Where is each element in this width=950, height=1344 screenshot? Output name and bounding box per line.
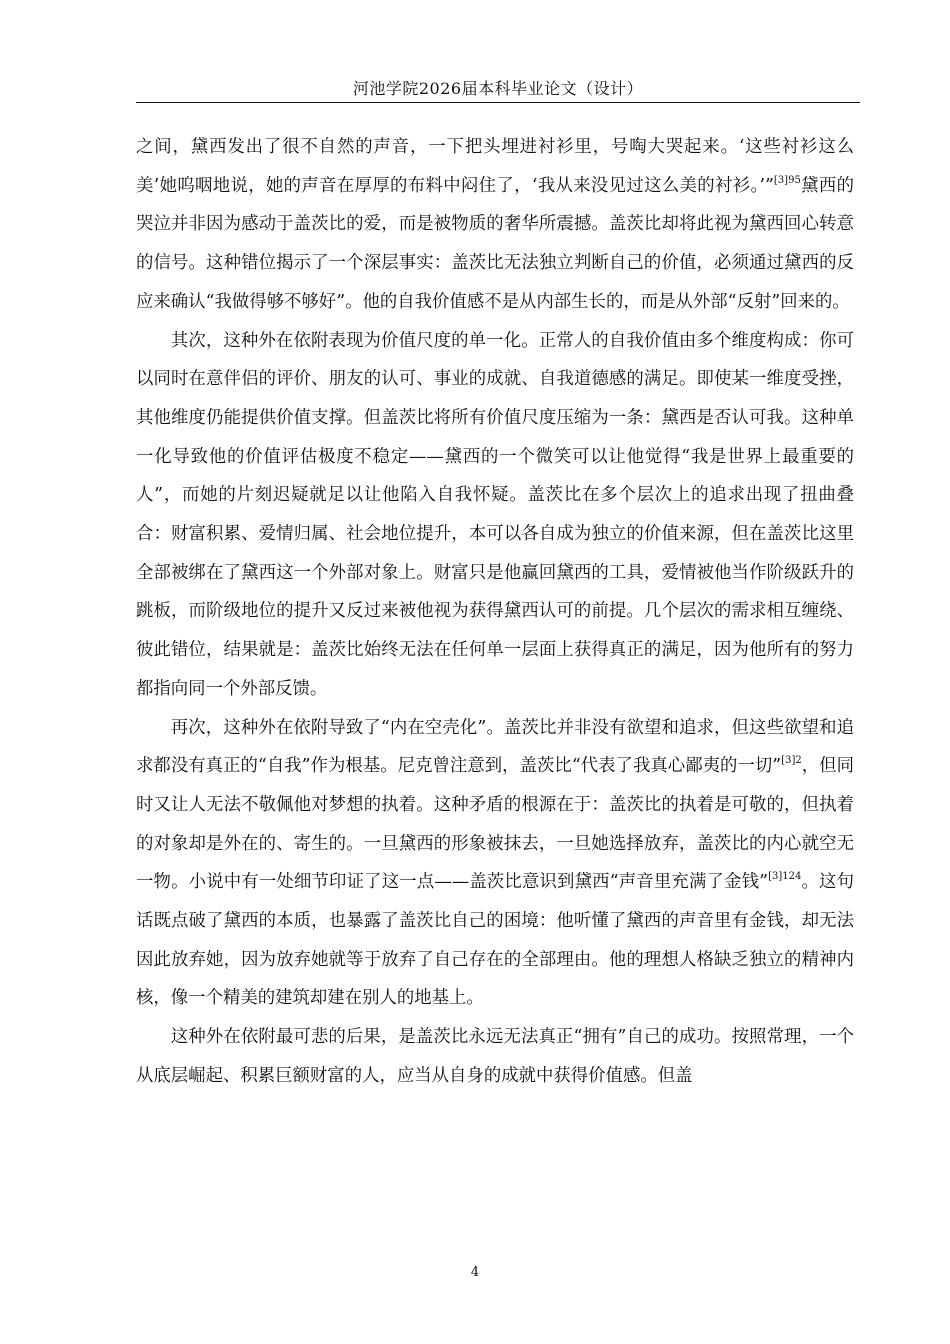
paragraph-text: ，但同时又让人无法不敬佩他对梦想的执着。这种矛盾的根源在于：盖茨比的执着是可敬的，但执着的对象却是外在的、寄生的。一旦黛西的形象被抹去，一旦她选择放弃，盖茨比的内心就空无一物。小说中有一处细节印证了这一点——盖茨比意识到黛西“声音里充满了金钱”	[136, 756, 854, 893]
paragraph	[136, 128, 854, 322]
page-header: 河池学院2026届本科毕业论文（设计）	[352, 79, 644, 98]
header-rule	[136, 102, 860, 103]
paragraph-text: 这种外在依附最可悲的后果，是盖茨比永远无法真正“拥有”自己的成功。按照常理，一个从底层崛起、积累巨额财富的人，应当从自身的成就中获得价值感。但盖	[136, 1027, 854, 1086]
citation-marker: [3]95	[773, 174, 801, 186]
page-number: 4	[470, 1265, 480, 1280]
paragraph-text: 。这句话既点破了黛西的本质，也暴露了盖茨比自己的困境：他听懂了黛西的声音里有金钱，却无法因此放弃她，因为放弃她就等于放弃了自己存在的全部理由。他的理想人格缺乏独立的精神内核，像一个精美的建筑却建在别人的地基上。	[136, 872, 854, 1009]
paragraph	[136, 1018, 854, 1095]
paragraph-text: 再次，这种外在依附导致了“内在空壳化”。盖茨比并非没有欲望和追求，但这些欲望和追求都没有真正的“自我”作为根基。尼克曾注意到，盖茨比“代表了我真心鄙夷的一切”	[136, 717, 854, 777]
citation-marker: [3]2	[781, 755, 802, 767]
paragraph-text: 之间，黛西发出了很不自然的声音，一下把头埋进衬衫里，号啕大哭起来。‘这些衬衫这么美’她呜咽地说，她的声音在厚厚的布料中闷住了，‘我从来没见过这么美的衬衫。’”	[136, 137, 854, 196]
paragraph-text: 其次，这种外在依附表现为价值尺度的单一化。正常人的自我价值由多个维度构成：你可以同时在意伴侣的评价、朋友的认可、事业的成就、自我道德感的满足。即使某一维度受挫，其他维度仍能提供价值支撑。但盖茨比将所有价值尺度压缩为一条：黛西是否认可我。这种单一化导致他的价值评估极度不稳定——黛西的一个微笑可以让他觉得“我是世界上最重要的人”，而她的片刻迟疑就足以让他陷入自我怀疑。盖茨比在多个层次上的追求出现了扭曲叠合：财富积累、爱情归属、社会地位提升，本可以各自成为独立的价值来源，但在盖茨比这里全部被绑在了黛西这一个外部对象上。财富只是他赢回黛西的工具，爱情被他当作阶级跃升的跳板，而阶级地位的提升又反过来被他视为获得黛西认可的前提。几个层次的需求相互缠绕、彼此错位，结果就是：盖茨比始终无法在任何单一层面上获得真正的满足，因为他所有的努力都指向同一个外部反馈。	[136, 330, 854, 699]
paragraph	[136, 709, 854, 1019]
paragraph-text: 黛西的哭泣并非因为感动于盖茨比的爱，而是被物质的奢华所震撼。盖茨比却将此视为黛西回心转意的信号。这种错位揭示了一个深层事实：盖茨比无法独立判断自己的价值，必须通过黛西的反应来确认“我做得够不够好”。他的自我价值感不是从内部生长的，而是从外部“反射”回来的。	[136, 175, 854, 312]
paragraph	[136, 322, 854, 709]
body-text	[136, 128, 854, 1096]
citation-marker: [3]124	[768, 871, 802, 883]
